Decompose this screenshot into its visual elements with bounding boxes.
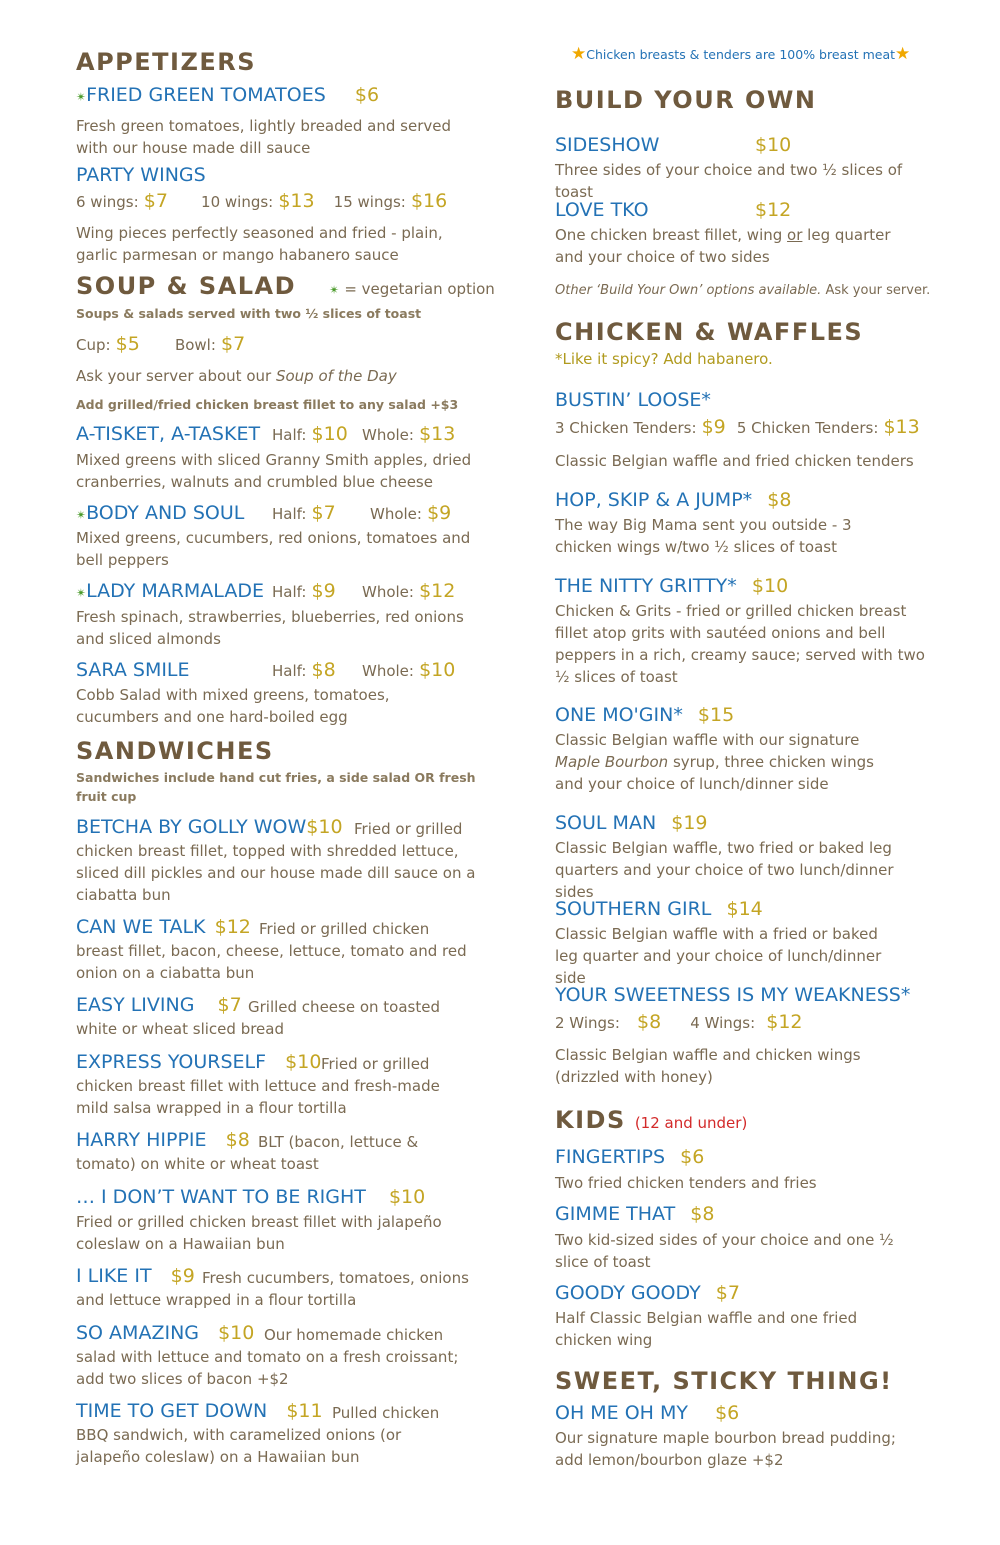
- menu-item: [555, 1203, 714, 1225]
- cup-price: $5: [115, 333, 140, 355]
- item-desc: Fried or grilled chicken breast fillet with jalapeño coleslaw on a Hawaiian bun: [76, 1213, 442, 1253]
- appetizers-heading: APPETIZERS: [76, 48, 257, 76]
- tip-text: Chicken breasts & tenders are 100% breast meat: [586, 47, 896, 62]
- tender-options: 3 Chicken Tenders: $9 5 Chicken Tenders: $13: [555, 416, 920, 438]
- item-desc: Classic Belgian waffle with a fried or baked leg quarter and your choice of lunch/dinner side: [555, 925, 882, 987]
- menu-item: ✴LADY MARMALADE Half: $9 Whole: $12: [76, 580, 456, 602]
- item-desc: Grilled cheese on toasted white or wheat sliced bread: [76, 998, 440, 1038]
- ask-text: Ask your server about our: [76, 367, 272, 385]
- item-desc: Our homemade chicken salad with lettuce and tomato on a fresh croissant; add two slices of bacon +$2: [76, 1326, 459, 1388]
- item-name: FRIED GREEN TOMATOES: [86, 84, 326, 106]
- item-name: PARTY WINGS: [76, 164, 206, 186]
- item-desc: Classic Belgian waffle, two fried or baked leg quarters and your choice of two lunch/dinner sides: [555, 839, 894, 901]
- menu-item: [555, 134, 792, 156]
- item-name: SOUL MAN: [555, 812, 657, 834]
- bowl-price: $7: [221, 333, 246, 355]
- menu-item: [76, 1186, 425, 1208]
- veg-icon: ✴: [76, 586, 87, 600]
- item-price: $11: [286, 1400, 323, 1422]
- menu-item: [555, 199, 792, 221]
- item-desc: Three sides of your choice and two ½ slices of toast: [555, 161, 903, 201]
- veg-legend: = vegetarian option: [344, 280, 495, 298]
- item-name: HARRY HIPPIE: [76, 1129, 207, 1151]
- option-label: 15 wings:: [333, 193, 406, 211]
- item-name: SIDESHOW: [555, 134, 660, 156]
- item-desc: Fresh cucumbers, tomatoes, onions and lettuce wrapped in a flour tortilla: [76, 1269, 469, 1309]
- item-name: BETCHA BY GOLLY WOW: [76, 816, 307, 838]
- sandwiches-heading: SANDWICHES: [76, 737, 274, 765]
- item-price: $9: [170, 1265, 195, 1287]
- build-other-note: Other ‘Build Your Own’ options available. Ask your server.: [555, 283, 931, 298]
- menu-item: [555, 1282, 740, 1304]
- item-name: SARA SMILE: [76, 659, 190, 681]
- item-desc: Two fried chicken tenders and fries: [555, 1174, 817, 1192]
- item-desc: Mixed greens, cucumbers, red onions, tomatoes and bell peppers: [76, 529, 471, 569]
- item-price: $10: [306, 816, 343, 838]
- item-name: BODY AND SOUL: [86, 502, 245, 524]
- spicy-note: *Like it spicy? Add habanero.: [555, 350, 773, 368]
- kids-heading: KIDS: [555, 1106, 626, 1134]
- bowl-label: Bowl:: [174, 336, 216, 354]
- soup-salad-header: [76, 272, 495, 300]
- item-price: $10: [755, 134, 792, 156]
- item-name: YOUR SWEETNESS IS MY WEAKNESS*: [555, 984, 911, 1006]
- item-desc: Our signature maple bourbon bread pudding; add lemon/bourbon glaze +$2: [555, 1429, 896, 1469]
- menu-item: A-TISKET, A-TASKET Half: $10 Whole: $13: [76, 423, 456, 445]
- menu-item: [555, 704, 734, 726]
- item-price: $10: [751, 575, 789, 597]
- menu-item: [555, 812, 708, 834]
- item-desc: Fried or grilled chicken breast fillet with lettuce and fresh-made mild salsa wrapped in a flour tortilla: [76, 1055, 440, 1117]
- salad-addon: Add grilled/fried chicken breast fillet to any salad +$3: [76, 397, 459, 412]
- option-price: $7: [143, 190, 168, 212]
- option-price: $16: [410, 190, 448, 212]
- veg-icon: ✴: [329, 283, 340, 297]
- menu-item: SARA SMILE Half: $8 Whole: $10: [76, 659, 456, 681]
- menu-item: ✴BODY AND SOUL Half: $7 Whole: $9: [76, 502, 452, 524]
- item-name: FINGERTIPS: [555, 1146, 666, 1168]
- item-price: $8: [690, 1203, 715, 1225]
- item-price: $7: [715, 1282, 740, 1304]
- option-price: $13: [278, 190, 315, 212]
- soup-prices: [76, 333, 245, 355]
- sweet-heading: SWEET, STICKY THING!: [555, 1367, 893, 1395]
- item-name: TIME TO GET DOWN: [76, 1400, 268, 1422]
- item-desc: BLT (bacon, lettuce & tomato) on white or wheat toast: [76, 1133, 419, 1173]
- option-label: 6 wings:: [76, 193, 139, 211]
- item-name: GIMME THAT: [555, 1203, 676, 1225]
- menu-item: [555, 489, 791, 511]
- item-desc: Half Classic Belgian waffle and one fried chicken wing: [555, 1309, 858, 1349]
- wing-options: [76, 190, 447, 212]
- section-note: Soups & salads served with two ½ slices of toast: [76, 306, 422, 321]
- veg-icon: ✴: [76, 508, 87, 522]
- item-name: I LIKE IT: [76, 1265, 152, 1287]
- item-price: $12: [755, 199, 792, 221]
- item-desc: Mixed greens with sliced Granny Smith apples, dried cranberries, walnuts and crumbled blue cheese: [76, 451, 472, 491]
- menu-item: [555, 898, 763, 920]
- item-desc: Wing pieces perfectly seasoned and fried - plain, garlic parmesan or mango habanero sauce: [76, 224, 443, 264]
- item-name: LADY MARMALADE: [86, 580, 264, 602]
- soup-salad-heading: SOUP & SALAD: [76, 272, 297, 300]
- veg-icon: ✴: [76, 90, 87, 104]
- item-name: CAN WE TALK: [76, 916, 206, 938]
- item-desc: Fried or grilled chicken breast fillet, bacon, cheese, lettuce, tomato and red onion on a ciabatta bun: [76, 920, 467, 982]
- item-name: SOUTHERN GIRL: [555, 898, 712, 920]
- item-desc: Chicken & Grits - fried or grilled chicken breast fillet atop grits with sautéed onions and bell peppers in a rich, creamy sauce; served with two ½ slices of toast: [555, 602, 925, 686]
- item-price: $6: [354, 84, 380, 106]
- item-desc: Fresh green tomatoes, lightly breaded and served with our house made dill sauce: [76, 117, 451, 157]
- item-price: $8: [225, 1129, 250, 1151]
- item-name: BUSTIN’ LOOSE*: [555, 389, 711, 411]
- item-desc: Pulled chicken BBQ sandwich, with caramelized onions (or jalapeño coleslaw) on a Hawaiian bun: [76, 1404, 440, 1466]
- item-name: SO AMAZING: [76, 1322, 199, 1344]
- item-price: $6: [715, 1402, 740, 1424]
- item-price: $14: [726, 898, 763, 920]
- item-desc: Classic Belgian waffle with our signature Maple Bourbon syrup, three chicken wings and your choice of lunch/dinner side: [555, 731, 874, 793]
- item-name: GOODY GOODY: [555, 1282, 701, 1304]
- kids-age: (12 and under): [634, 1114, 748, 1132]
- item-name: OH ME OH MY: [555, 1402, 688, 1424]
- item-name: THE NITTY GRITTY*: [555, 575, 737, 597]
- item-desc: Two kid-sized sides of your choice and one ½ slice of toast: [555, 1231, 894, 1271]
- item-desc: Fresh spinach, strawberries, blueberries, red onions and sliced almonds: [76, 608, 464, 648]
- item-name: EXPRESS YOURSELF: [76, 1051, 267, 1073]
- section-note: Sandwiches include hand cut fries, a side salad OR fresh fruit cup: [76, 770, 476, 804]
- item-price: $15: [697, 704, 735, 726]
- item-price: $6: [680, 1146, 705, 1168]
- item-desc: Cobb Salad with mixed greens, tomatoes, cucumbers and one hard-boiled egg: [76, 686, 390, 726]
- star-icon: ★: [571, 44, 587, 64]
- item-desc: Classic Belgian waffle and chicken wings (drizzled with honey): [555, 1046, 861, 1086]
- item-desc: The way Big Mama sent you outside - 3 chicken wings w/two ½ slices of toast: [555, 516, 852, 556]
- menu-item: [555, 1146, 704, 1168]
- item-desc: Classic Belgian waffle and fried chicken tenders: [555, 452, 914, 470]
- item-name: A-TISKET, A-TASKET: [76, 423, 261, 445]
- breast-meat-note: [571, 44, 910, 64]
- build-heading: BUILD YOUR OWN: [555, 86, 817, 114]
- item-desc: Fried or grilled chicken breast fillet, topped with shredded lettuce, sliced dill pickles and our house made dill sauce on a ciabatta bun: [76, 820, 476, 904]
- menu-item: [76, 84, 379, 106]
- option-label: 10 wings:: [201, 193, 274, 211]
- item-price: $19: [671, 812, 708, 834]
- item-name: HOP, SKIP & A JUMP*: [555, 489, 753, 511]
- kids-header: [555, 1106, 747, 1134]
- menu-item: [555, 1402, 739, 1424]
- menu-item: [555, 575, 788, 597]
- item-desc: One chicken breast fillet, wing or leg quarter and your choice of two sides: [555, 226, 891, 266]
- item-name: EASY LIVING: [76, 994, 195, 1016]
- item-price: $7: [217, 994, 242, 1016]
- item-name: … I DON’T WANT TO BE RIGHT: [76, 1186, 366, 1208]
- wing-options: 2 Wings: $8 4 Wings: $12: [555, 1011, 803, 1033]
- item-price: $8: [767, 489, 792, 511]
- waffles-heading: CHICKEN & WAFFLES: [555, 318, 864, 346]
- star-icon: ★: [895, 44, 911, 64]
- cup-label: Cup:: [76, 336, 111, 354]
- item-price: $12: [214, 916, 251, 938]
- item-price: $10: [218, 1322, 255, 1344]
- soup-of-day: [76, 367, 397, 385]
- item-name: ONE MO'GIN*: [555, 704, 683, 726]
- soup-day-text: Soup of the Day: [275, 367, 397, 385]
- item-price: $10: [285, 1051, 322, 1073]
- item-price: $10: [388, 1186, 426, 1208]
- item-name: LOVE TKO: [555, 199, 649, 221]
